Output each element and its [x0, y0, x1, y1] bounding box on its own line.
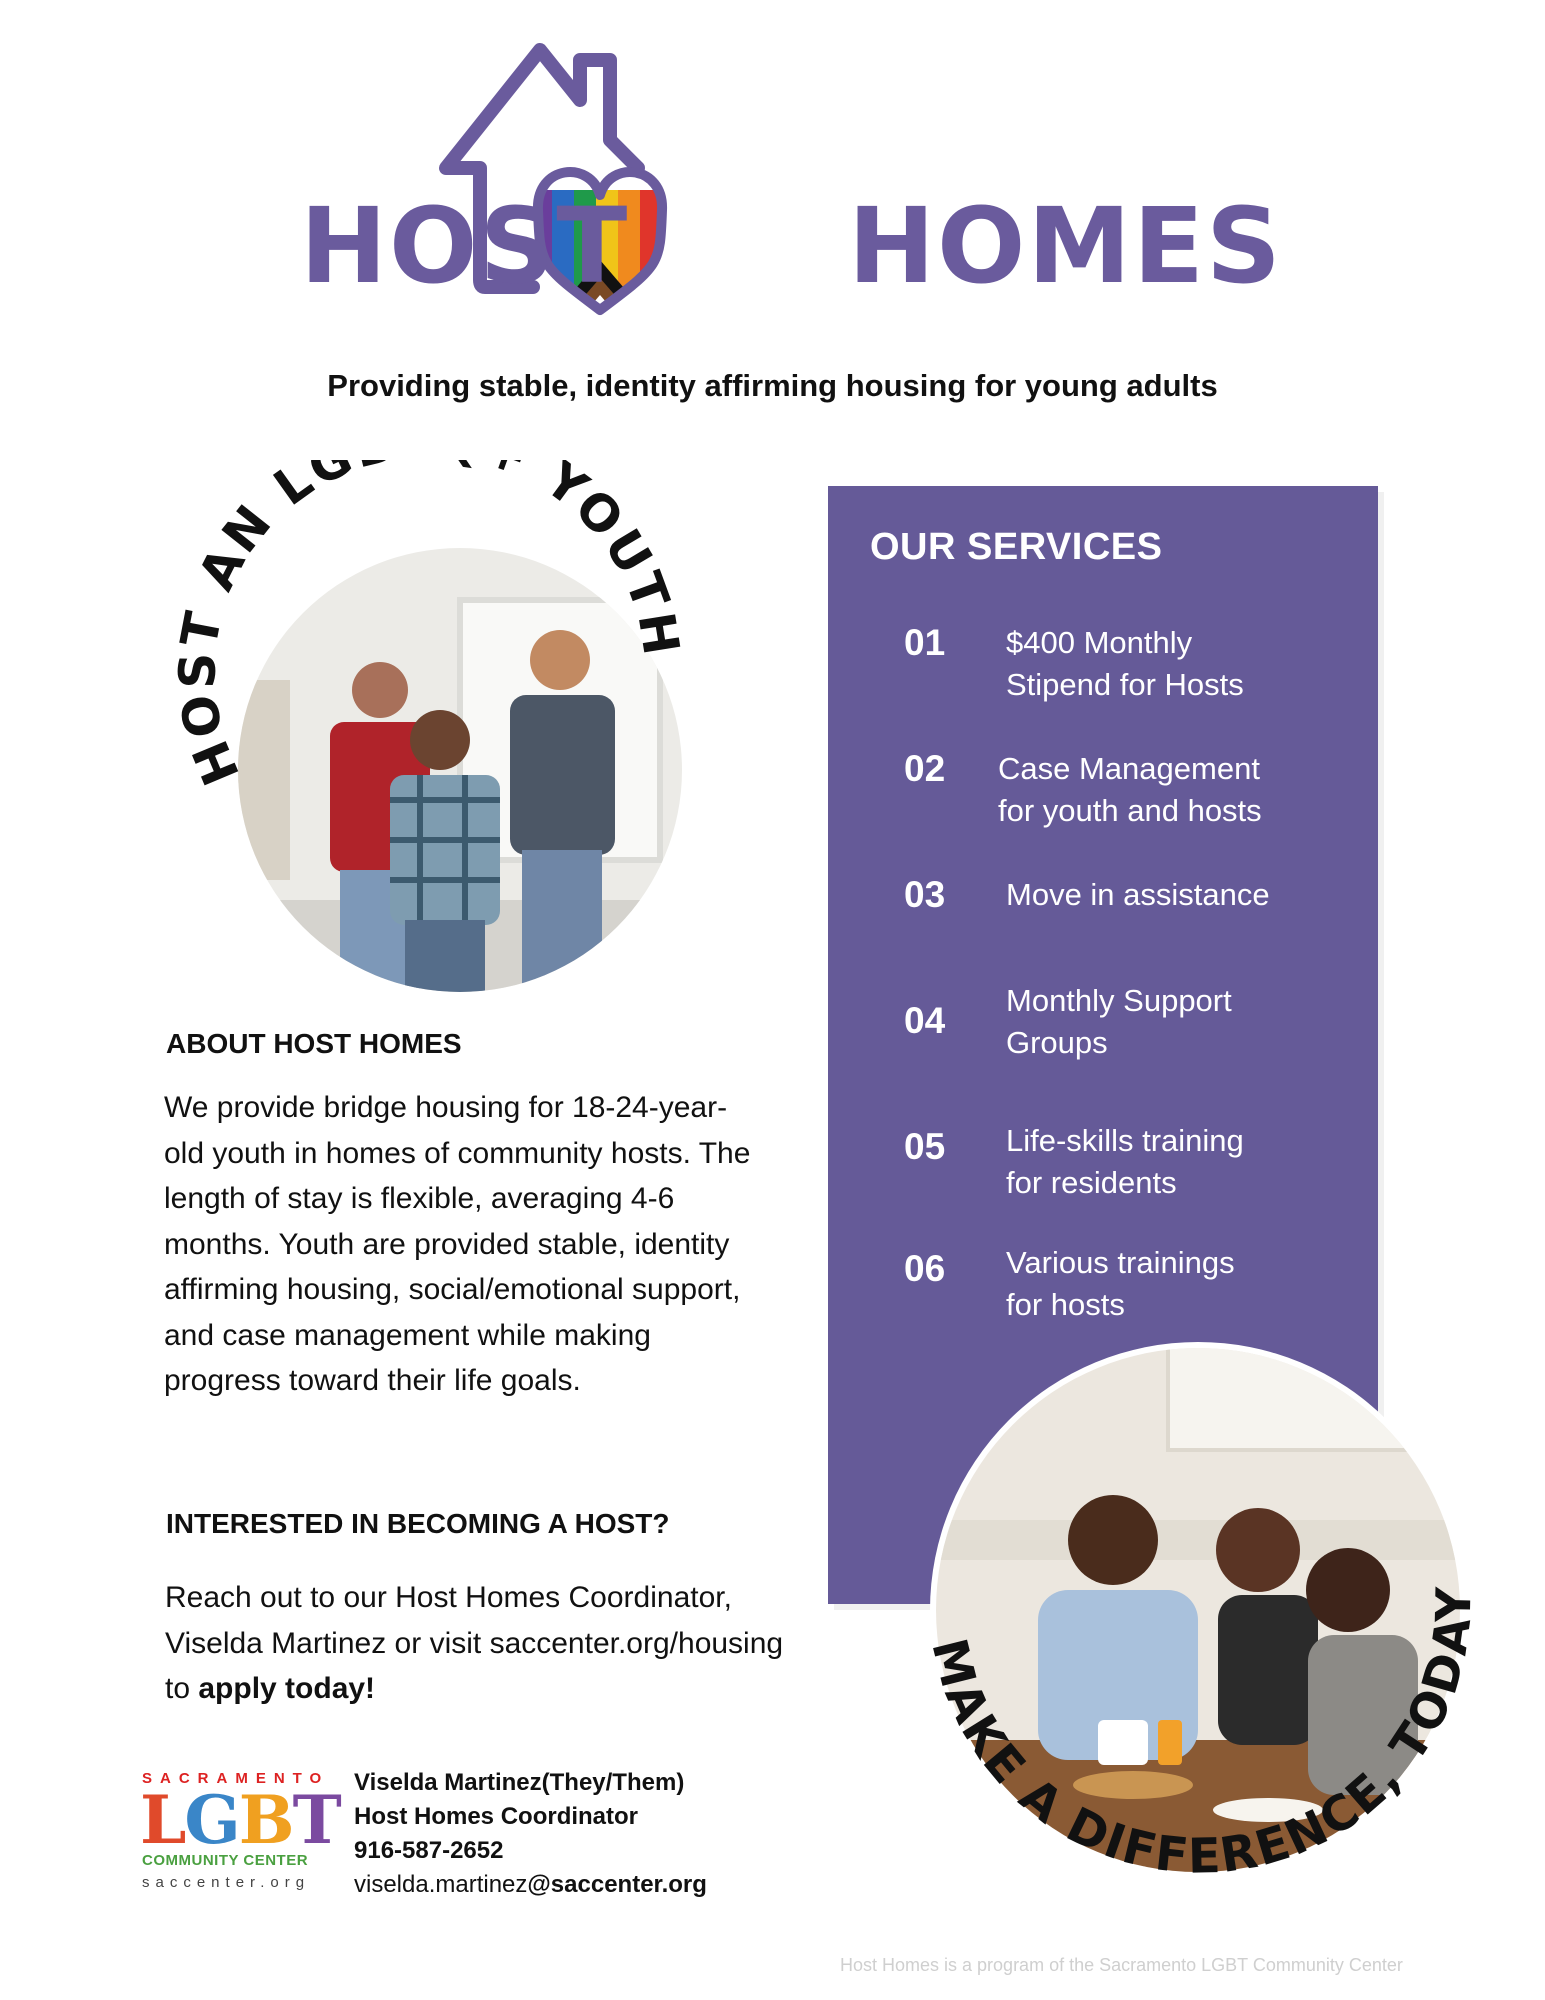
org-logo-letter-l: L — [140, 1781, 185, 1859]
reach-out-body: Reach out to our Host Homes Coordinator, Viselda Martinez or visit saccenter.org/housing to — [165, 1581, 784, 1705]
service-number-1: 01 — [904, 622, 946, 663]
contact-phone: 916-587-2652 — [354, 1837, 504, 1864]
contact-email-domain: @saccenter.org — [527, 1871, 707, 1898]
service-item-4 — [1006, 980, 1232, 1064]
right-arc-text — [860, 1280, 1540, 1960]
interest-heading: INTERESTED IN BECOMING A HOST? — [166, 1508, 670, 1539]
host-lgbtq-youth-arc: HOST AN LG YOUTH — [168, 460, 691, 794]
service-item-2 — [998, 748, 1262, 832]
service-item-2-line1: Case Management — [998, 751, 1260, 786]
service-item-5-line1: Life-skills training — [1006, 1123, 1244, 1158]
contact-email — [354, 1868, 707, 1902]
service-item-4-line1: Monthly Support — [1006, 983, 1232, 1018]
service-number-4: 04 — [904, 1000, 946, 1041]
service-number-5: 05 — [904, 1126, 946, 1167]
service-item-1-line2: Stipend for Hosts — [1006, 667, 1244, 702]
org-logo-url: saccenter.org — [142, 1874, 311, 1891]
host-homes-logo — [300, 40, 1283, 330]
service-item-1-line1: $400 Monthly — [1006, 625, 1193, 660]
reach-out-text — [165, 1575, 785, 1712]
contact-name: Viselda Martinez(They/Them) — [354, 1769, 685, 1796]
left-arc-text — [160, 460, 760, 1060]
logo-word-host: HOST — [300, 185, 630, 307]
services-title: OUR SERVICES — [870, 526, 1163, 568]
about-heading: ABOUT HOST HOMES — [166, 1028, 462, 1059]
svg-text:HOST AN LGBTQ+ YOUTH — [168, 460, 690, 793]
service-item-3-line1: Move in assistance — [1006, 877, 1270, 912]
service-number-3: 03 — [904, 874, 946, 915]
tagline: Providing stable, identity affirming housing for young adults — [327, 368, 1218, 403]
service-item-6-line2: for hosts — [1006, 1287, 1125, 1322]
service-number-6: 06 — [904, 1248, 946, 1289]
make-a-difference-arc: MAKE A DIFFERENCE, TODAY — [920, 1592, 1483, 1885]
org-logo-community-center: COMMUNITY CENTER — [142, 1852, 309, 1869]
service-item-5 — [1006, 1120, 1244, 1204]
contact-email-user: viselda.martinez — [354, 1871, 528, 1898]
footer-note: Host Homes is a program of the Sacramento LGBT Community Center — [840, 1955, 1403, 1975]
service-item-1 — [1006, 622, 1244, 706]
apply-today-cta: apply today! — [198, 1672, 376, 1705]
service-item-5-line2: for residents — [1006, 1165, 1177, 1200]
service-item-3 — [1006, 874, 1270, 916]
org-logo-letter-b: B — [238, 1781, 293, 1859]
svg-text:MAKE A DIFFERENCE, TODAY. — [860, 1280, 1482, 1885]
service-item-6-line1: Various trainings — [1006, 1245, 1235, 1280]
org-logo-lgbt — [140, 1781, 340, 1859]
contact-role: Host Homes Coordinator — [354, 1803, 639, 1830]
service-number-2: 02 — [904, 748, 946, 789]
about-body: We provide bridge housing for 18-24-year-old youth in homes of community hosts. The length of stay is flexible, averaging 4-6 months. Youth are provided stable, identity affirming housing, social/emotional support, and case management while making progress toward their life goals. — [164, 1091, 751, 1397]
org-logo-letter-g: G — [184, 1781, 239, 1859]
logo-word-homes: HOMES — [848, 185, 1283, 307]
org-logo-sacramento: SACRAMENTO — [142, 1770, 330, 1787]
service-item-2-line2: for youth and hosts — [998, 793, 1262, 828]
org-logo-letter-t: T — [292, 1781, 340, 1859]
service-item-4-line2: Groups — [1006, 1025, 1108, 1060]
